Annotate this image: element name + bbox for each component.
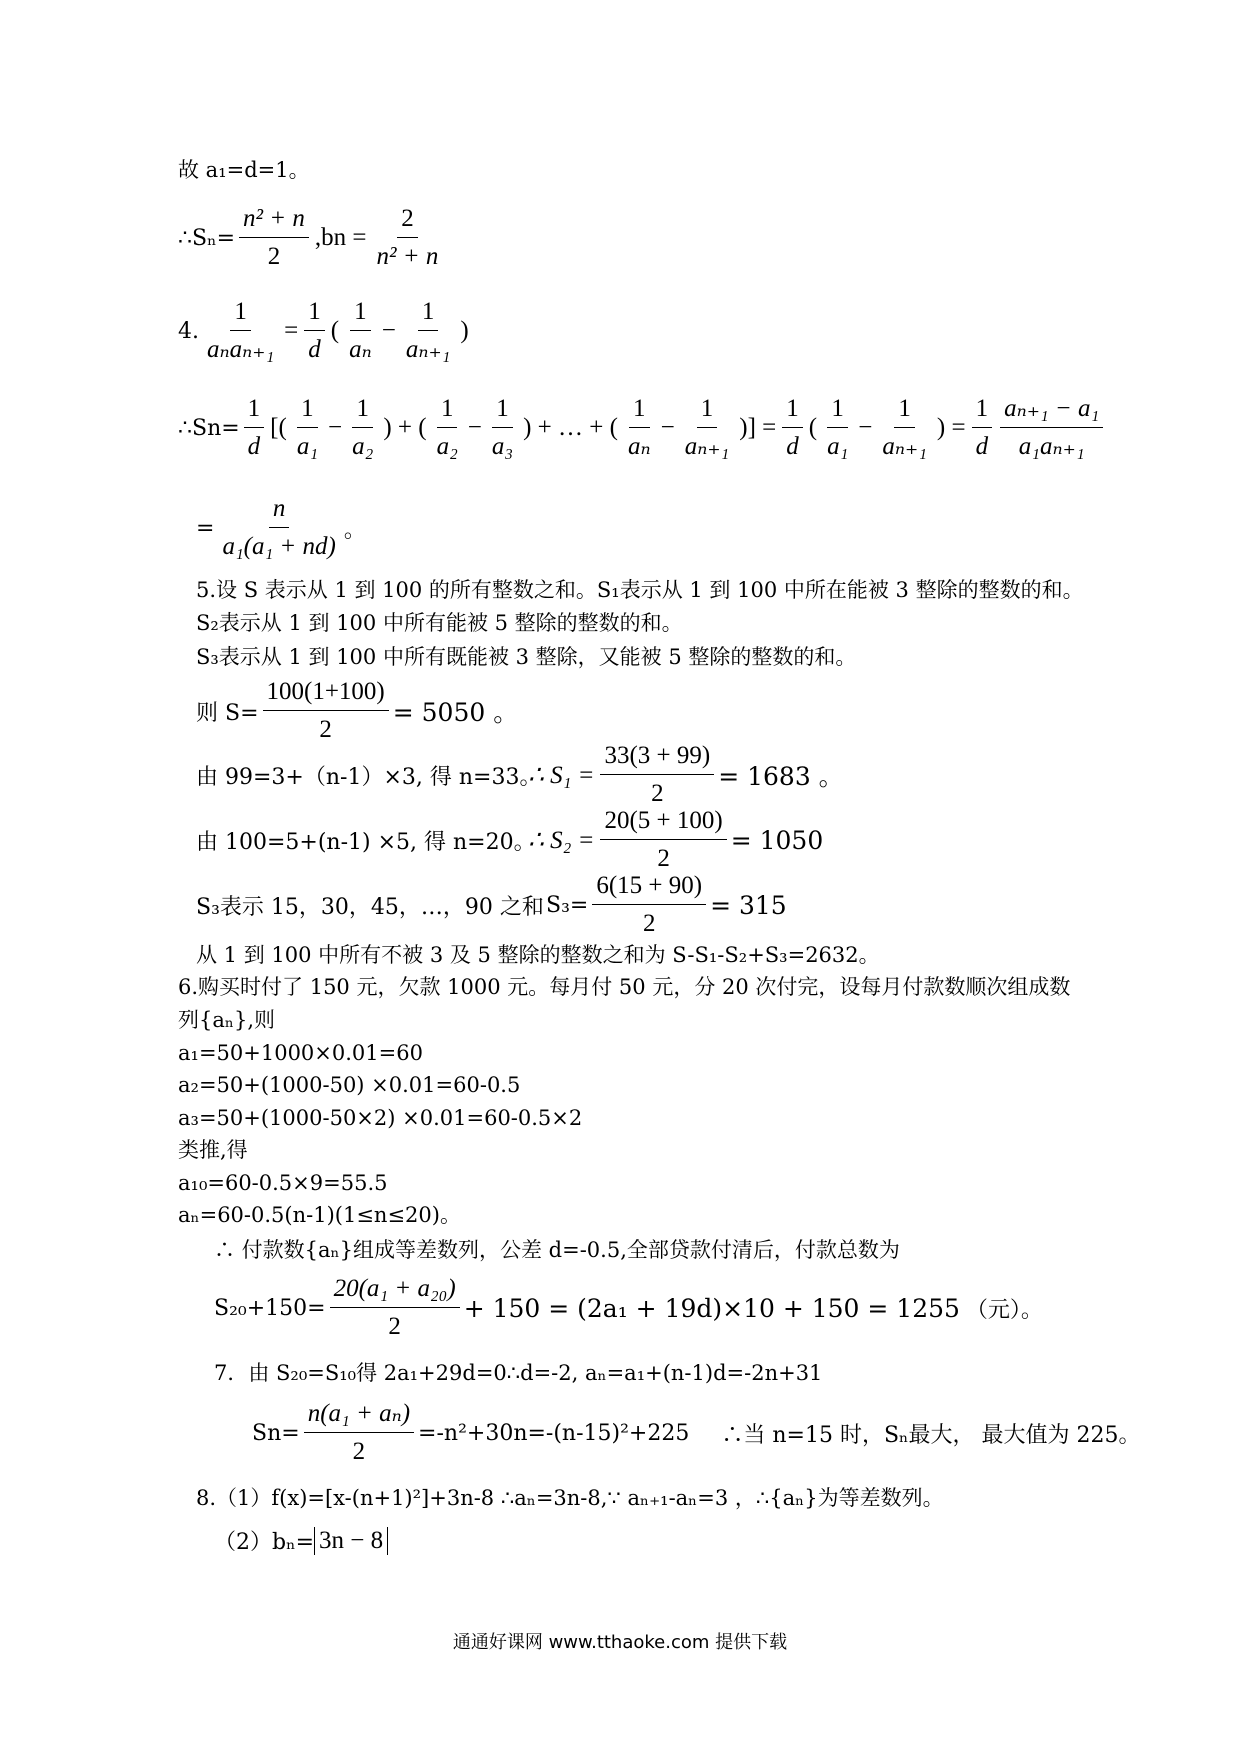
denominator: a₃ <box>491 432 514 460</box>
eq-text: S₂₀+150= <box>214 1295 326 1321</box>
numerator: 1 <box>827 395 848 428</box>
fraction <box>823 395 852 462</box>
fraction <box>304 298 325 365</box>
fraction <box>488 395 517 462</box>
fraction <box>972 395 993 462</box>
eq-text: ∴当 n=15 时，Sₙ最大， 最大值为 225。 <box>721 1422 1141 1448</box>
numerator: 1 <box>350 298 371 331</box>
text-line: 6.购买时付了 150 元，欠款 1000 元。每月付 50 元，分 20 次付完，设每月付款数顺次组成数 <box>178 975 1071 999</box>
denominator: 2 <box>651 779 664 807</box>
text-line: 类推,得 <box>178 1138 248 1162</box>
denominator: aₙ₊₁ <box>882 432 927 460</box>
fraction <box>263 678 389 745</box>
denominator: d <box>247 432 261 460</box>
equation-s2 <box>196 807 823 874</box>
eq-text: = 1683 。 <box>718 762 844 792</box>
numerator: aₙ₊₁ − a₁ <box>1000 395 1103 428</box>
eq-text: ) + … + ( <box>523 414 618 442</box>
eq-text: （2）bₙ= <box>214 1530 315 1555</box>
fraction <box>782 395 803 462</box>
denominator: aₙ₊₁ <box>684 432 730 460</box>
numerator: 1 <box>972 395 993 428</box>
fraction <box>402 298 455 365</box>
numerator: 1 <box>782 395 803 428</box>
numerator: 1 <box>230 298 251 331</box>
eq-text: S₃= <box>546 892 589 918</box>
eq-text: ∴Sₙ= <box>178 225 236 251</box>
text-line: 列{aₙ},则 <box>178 1008 276 1032</box>
text-line: 5.设 S 表示从 1 到 100 的所有整数之和。S₁表示从 1 到 100 中所在能被 3 整除的整数的和。 <box>196 578 1084 602</box>
numerator: 1 <box>629 395 650 428</box>
denominator: 2 <box>642 909 656 937</box>
numerator: 1 <box>492 395 513 428</box>
denominator: aₙaₙ₊₁ <box>207 335 275 363</box>
text-line: aₙ=60-0.5(n-1)(1≤n≤20)。 <box>178 1203 461 1227</box>
fraction <box>218 495 339 562</box>
denominator: d <box>786 432 799 460</box>
equation-sn-bn <box>178 205 446 272</box>
numerator: 33(3 + 99) <box>600 742 714 775</box>
eq-text: )] = <box>739 414 777 442</box>
eq-text: + 150 = (2a₁ + 19d)×10 + 150 = 1255 <box>463 1293 960 1323</box>
equation-bn <box>214 1525 388 1556</box>
text-line: 故 a₁=d=1。 <box>178 158 310 182</box>
equation-4 <box>178 298 471 365</box>
fraction <box>244 395 265 462</box>
numerator: 1 <box>304 298 325 331</box>
text-line: a₂=50+(1000-50) ×0.01=60-0.5 <box>178 1073 521 1097</box>
numerator: 1 <box>352 395 373 428</box>
eq-text: ) + ( <box>383 414 427 442</box>
equation-s <box>196 678 518 745</box>
denominator: d <box>975 432 989 460</box>
eq-text: − <box>328 414 343 442</box>
denominator: n² + n <box>376 242 439 270</box>
fraction <box>293 395 322 462</box>
fraction <box>373 205 443 272</box>
denominator: 2 <box>267 242 281 270</box>
equation-s1 <box>196 742 844 809</box>
denominator: a₁ <box>296 432 319 460</box>
eq-text: ,bn = <box>314 224 367 252</box>
numerator: 1 <box>244 395 265 428</box>
eq-text: ∴ S₁ = <box>528 762 595 790</box>
numerator: 6(15 + 90) <box>592 872 706 905</box>
numerator: 2 <box>397 205 418 238</box>
equation-s20 <box>214 1275 1043 1342</box>
denominator: a₁(a₁ + nd) <box>222 532 336 560</box>
text-line: 从 1 到 100 中所有不被 3 及 5 整除的整数之和为 S-S₁-S₂+S₃=2632。 <box>196 943 880 967</box>
denominator: aₙ <box>349 335 372 363</box>
page-footer: 通通好课网 www.tthaoke.com 提供下载 <box>452 1632 788 1653</box>
text-line: a₃=50+(1000-50×2) ×0.01=60-0.5×2 <box>178 1106 583 1130</box>
eq-text: = 5050 。 <box>392 698 519 728</box>
eq-text: − <box>467 414 482 442</box>
text-line: S₂表示从 1 到 100 中所有能被 5 整除的整数的和。 <box>196 611 683 635</box>
eq-text: ) <box>460 317 469 345</box>
eq-text: = <box>196 515 215 541</box>
eq-text: =-n²+30n=-(n-15)²+225 <box>418 1420 690 1446</box>
fraction <box>433 395 462 462</box>
text-line: a₁=50+1000×0.01=60 <box>178 1041 423 1065</box>
numerator: 100(1+100) <box>263 678 389 711</box>
eq-text: = <box>284 317 299 345</box>
eq-text: [( <box>270 414 287 442</box>
numerator: 1 <box>297 395 318 428</box>
denominator: d <box>308 335 321 363</box>
fraction <box>203 298 278 365</box>
text-line: 7．由 S₂₀=S₁₀得 2a₁+29d=0∴d=-2, aₙ=a₁+(n-1)d=-2n+31 <box>214 1361 823 1385</box>
denominator: aₙ₊₁ <box>405 335 451 363</box>
eq-text: − <box>660 414 675 442</box>
fraction <box>330 1275 460 1342</box>
eq-text: Sn= <box>252 1420 300 1446</box>
fraction <box>348 395 377 462</box>
text-line: a₁₀=60-0.5×9=55.5 <box>178 1171 388 1195</box>
fraction <box>624 395 655 462</box>
eq-text: 则 S= <box>196 700 259 726</box>
denominator: a₁aₙ₊₁ <box>1018 432 1085 460</box>
eq-text: − <box>858 414 873 442</box>
numerator: 1 <box>697 395 718 428</box>
eq-text: − <box>381 317 396 345</box>
numerator: n² + n <box>239 205 309 238</box>
numerator: 1 <box>894 395 915 428</box>
eq-text: 由 99=3+（n-1）×3, 得 n=33。 <box>196 764 542 790</box>
numerator: 1 <box>437 395 458 428</box>
fraction <box>1000 395 1103 462</box>
denominator: 2 <box>657 844 670 872</box>
eq-text: S₃表示 15，30，45，…，90 之和 <box>196 894 544 920</box>
denominator: a₁ <box>827 432 849 460</box>
fraction <box>600 807 726 874</box>
fraction <box>345 298 376 365</box>
denominator: aₙ <box>627 432 651 460</box>
equation-s3 <box>196 872 787 939</box>
eq-text: ( <box>808 414 818 442</box>
eq-text: = 315 <box>710 890 787 920</box>
fraction <box>304 1400 414 1467</box>
numerator: 20(a₁ + a₂₀) <box>330 1275 460 1308</box>
numerator: n(a₁ + aₙ) <box>304 1400 414 1433</box>
numerator: 1 <box>418 298 439 331</box>
text-line: ∴ 付款数{aₙ}组成等差数列，公差 d=-0.5,全部贷款付清后，付款总数为 <box>214 1238 900 1262</box>
fraction <box>592 872 706 939</box>
numerator: n <box>269 495 290 528</box>
eq-text: ∴ S₂ = <box>528 827 595 855</box>
denominator: a₂ <box>436 432 458 460</box>
denominator: 2 <box>319 715 332 743</box>
eq-text: ∴Sn= <box>178 415 240 441</box>
fraction <box>600 742 714 809</box>
fraction <box>878 395 931 462</box>
denominator: 2 <box>352 1437 366 1465</box>
absolute-value: 3n − 8 <box>314 1527 388 1555</box>
equation-result <box>196 495 366 562</box>
fraction <box>239 205 309 272</box>
eq-text: = 1050 <box>730 825 824 855</box>
eq-text: ( <box>330 317 340 345</box>
eq-text: ) = <box>936 414 966 442</box>
equation-sn-max <box>252 1400 1141 1467</box>
eq-text: （元）。 <box>965 1297 1043 1323</box>
eq-text: 4. <box>178 318 199 344</box>
text-line: 8.（1）f(x)=[x-(n+1)²]+3n-8 ∴aₙ=3n-8,∵ aₙ₊₁-aₙ=3 ，∴{aₙ}为等差数列。 <box>196 1486 944 1510</box>
eq-text: 由 100=5+(n-1) ×5, 得 n=20。 <box>196 829 536 855</box>
text-line: S₃表示从 1 到 100 中所有既能被 3 整除，又能被 5 整除的整数的和。 <box>196 645 857 669</box>
fraction <box>681 395 734 462</box>
denominator: a₂ <box>352 432 374 460</box>
denominator: 2 <box>388 1312 401 1340</box>
numerator: 20(5 + 100) <box>600 807 726 840</box>
equation-sn-sum <box>178 395 1107 462</box>
eq-text: 。 <box>343 517 366 543</box>
